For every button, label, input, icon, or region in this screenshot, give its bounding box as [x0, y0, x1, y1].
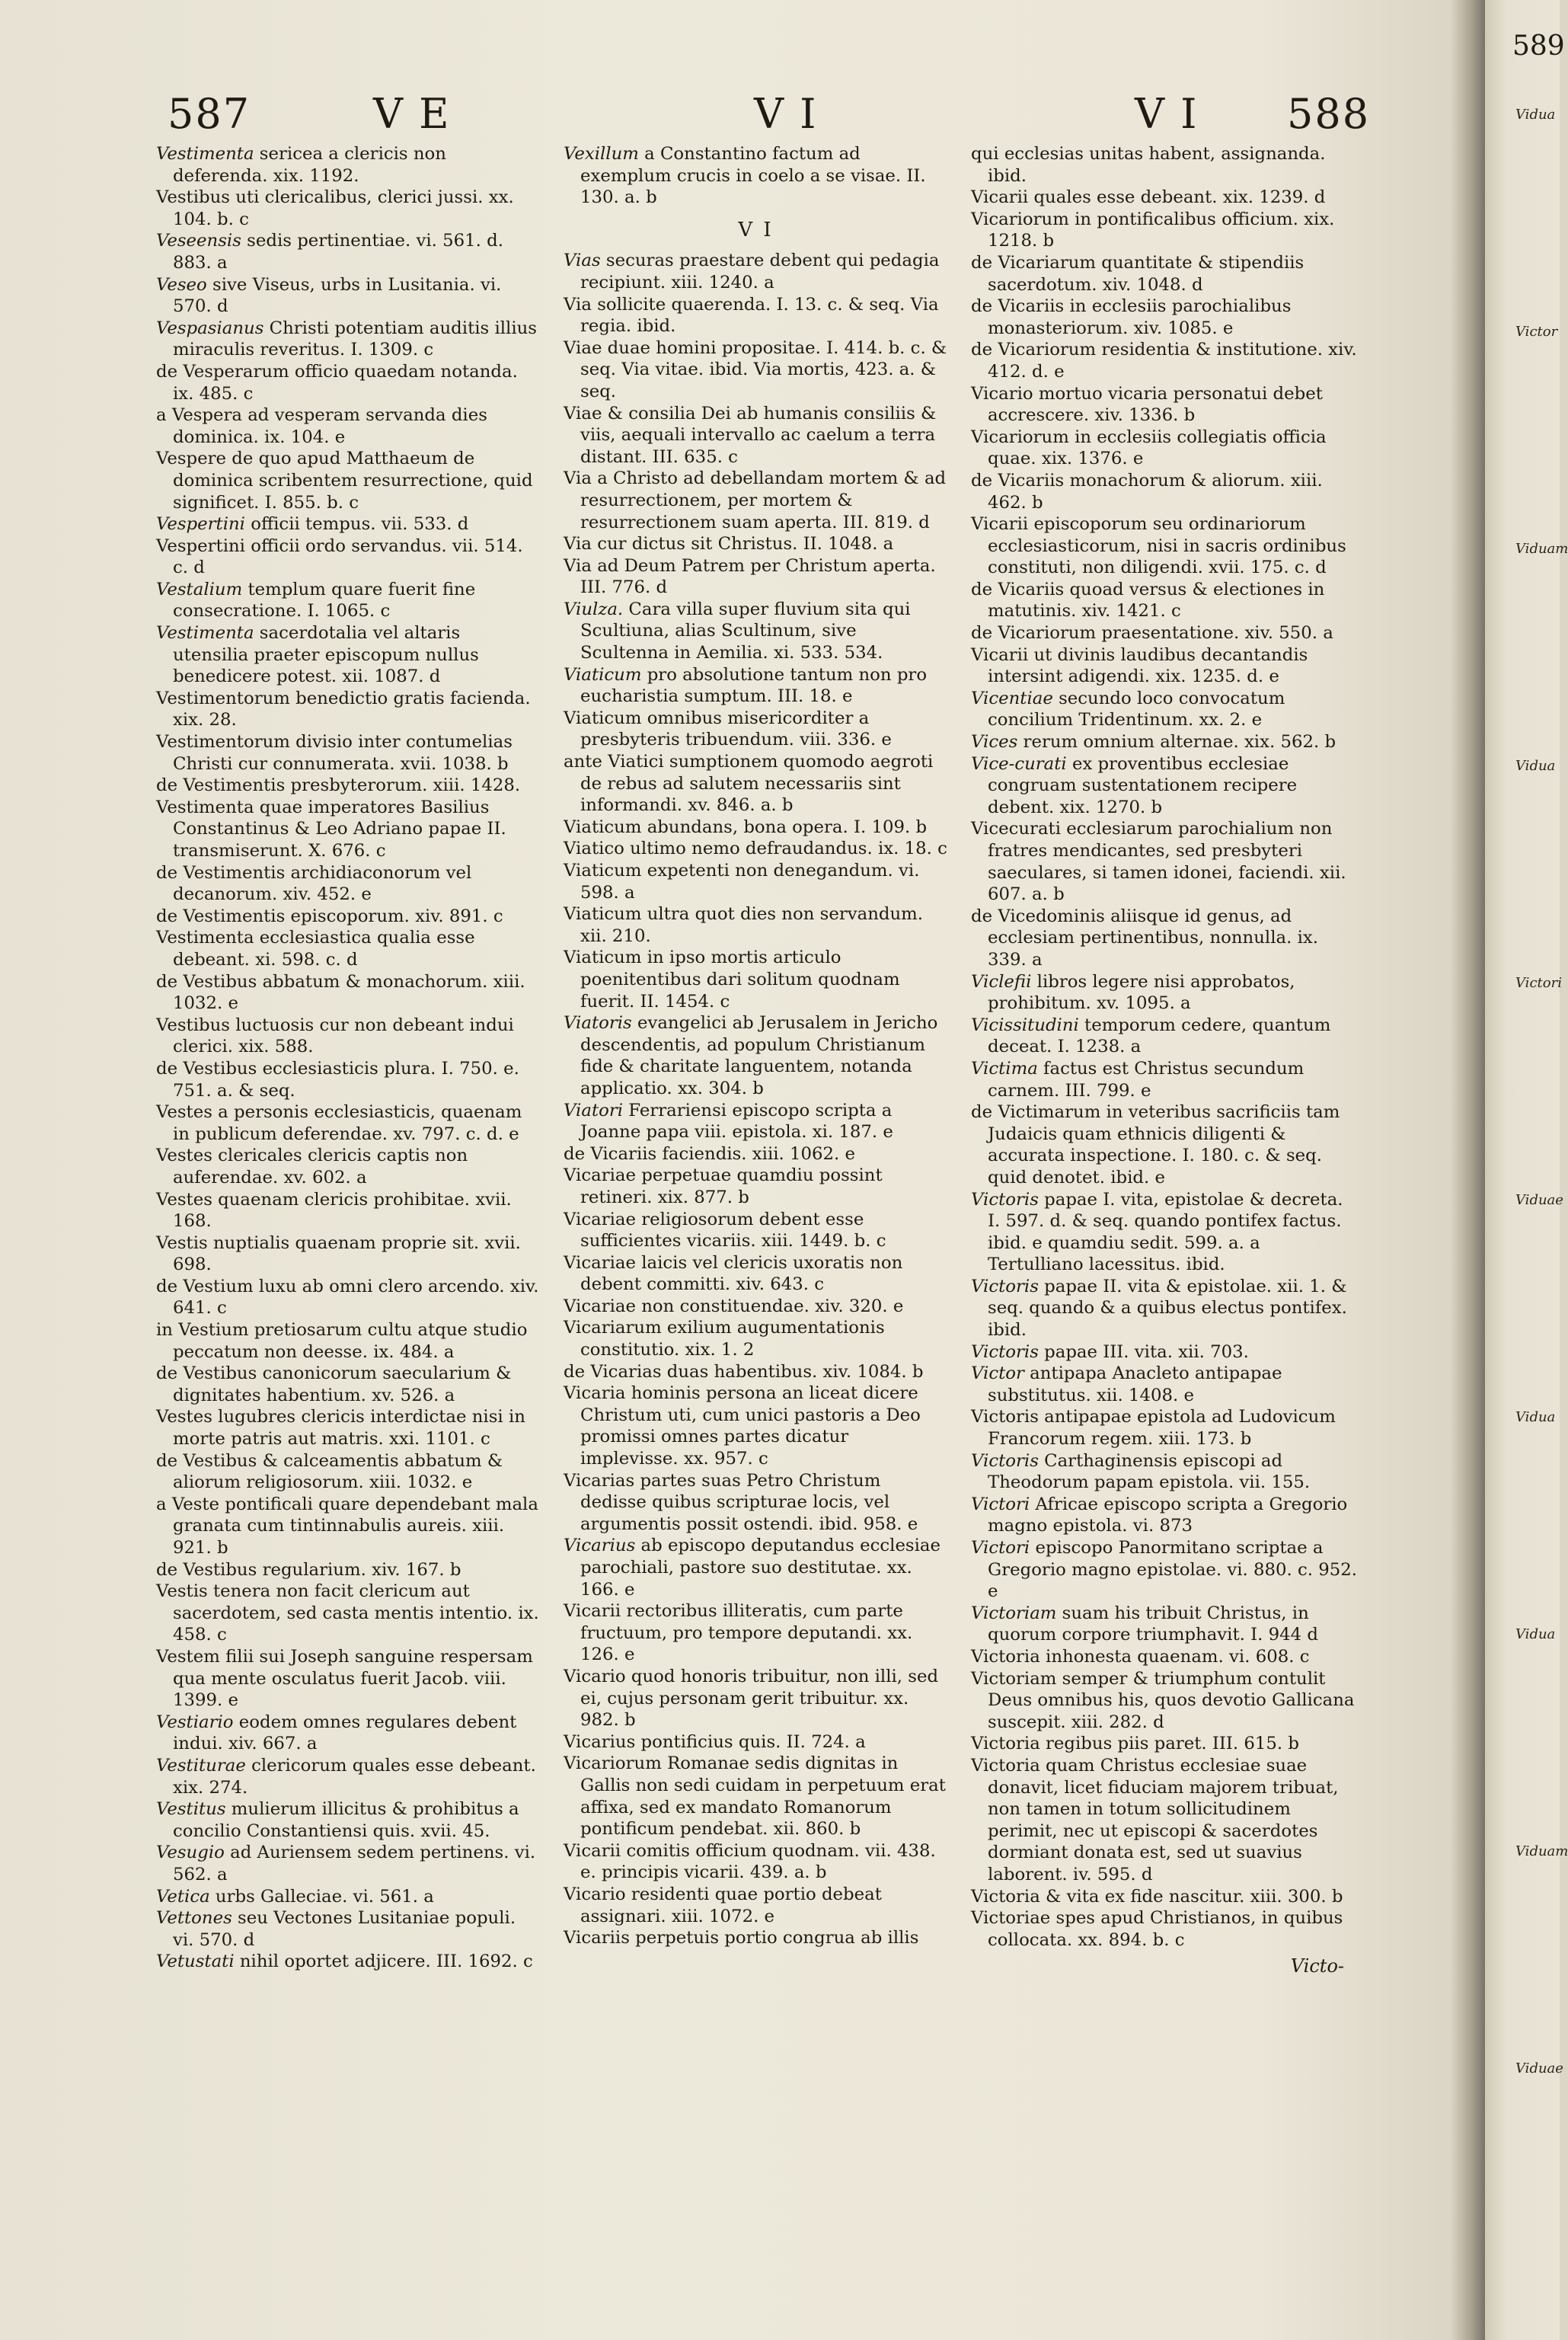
index-entry — [564, 708, 948, 751]
index-entry — [156, 775, 541, 797]
index-keyword: Viclefii — [971, 971, 1032, 992]
index-reference: a Veste pontificali quare dependebant mala granata cum tintinnabulis aureis. xiii. 921. b — [156, 1494, 538, 1558]
index-entry — [156, 1755, 541, 1798]
index-reference: Viae & consilia Dei ab humanis consiliis & viis, aequali intervallo ac caelum a terra distant. III. 635. c — [564, 403, 937, 467]
index-entry — [156, 1276, 541, 1319]
index-entry — [971, 753, 1359, 819]
index-keyword: Vexillum — [564, 144, 639, 164]
index-reference: Viaticum ultra quot dies non servandum. xii. 210. — [564, 904, 924, 946]
index-reference: Cara villa super fluvium sita qui Scultiuna, alias Scultinum, sive Scultenna in Aemilia. xi. 533. 534. — [580, 599, 911, 663]
index-entry — [971, 1646, 1359, 1668]
index-entry — [971, 252, 1359, 296]
index-entry — [156, 1842, 541, 1885]
index-keyword: Veseensis — [156, 231, 241, 251]
running-head-left: V E — [373, 90, 451, 138]
page-number-right: 588 — [1287, 90, 1371, 138]
index-entry — [156, 274, 541, 318]
index-reference: Vicariae non constituendae. xiv. 320. e — [564, 1296, 904, 1316]
index-entry — [971, 1537, 1359, 1603]
adjacent-page-text-stub: Victori — [1515, 975, 1562, 991]
index-entry — [564, 337, 948, 403]
index-reference: sericea a clericis non deferenda. xix. 1192. — [173, 144, 446, 186]
index-reference: Vestes lugubres clericis interdictae nisi in morte patris aut matris. xxi. 1101. c — [156, 1407, 525, 1450]
index-reference: Vicariorum in ecclesiis collegiatis officia quae. xix. 1376. e — [971, 427, 1327, 469]
index-reference: de Vicariarum quantitate & stipendiis sacerdotum. xiv. 1048. d — [971, 252, 1305, 295]
index-keyword: Vettones — [156, 1908, 232, 1929]
index-reference: Via sollicite quaerenda. I. 13. c. & seq. Via regia. ibid. — [564, 294, 939, 337]
index-entry — [971, 1015, 1359, 1058]
index-entry — [156, 927, 541, 970]
index-entry — [971, 688, 1359, 731]
index-entry — [971, 427, 1359, 470]
index-entry — [564, 947, 948, 1012]
index-keyword: Vicarius — [564, 1536, 636, 1556]
index-entry — [971, 1668, 1359, 1734]
index-reference: papae I. vita, epistolae & decreta. I. 597. d. & seq. quando pontifex factus. ibid. e quamdiu sedit. 599. a. a Tertulliano lacessitus. ibid. — [988, 1189, 1343, 1275]
index-entry — [564, 468, 948, 533]
index-reference: de Victimarum in veteribus sacrificiis tam Judaicis quam ethnicis diligenti & accurata inspectione. I. 180. c. & seq. quid denotet. ibid. e — [971, 1102, 1340, 1188]
index-reference: de Vicariis in ecclesiis parochialibus monasteriorum. xiv. 1085. e — [971, 296, 1292, 338]
index-reference: nihil oportet adjicere. III. 1692. c — [234, 1952, 533, 1972]
running-head-right: V I — [1135, 90, 1199, 138]
index-entry — [156, 1494, 541, 1559]
index-reference: urbs Galleciae. vi. 561. a — [209, 1886, 434, 1907]
adjacent-page-text-stub: Victor — [1515, 324, 1558, 340]
index-entry — [564, 903, 948, 947]
index-entry — [564, 1884, 948, 1927]
index-reference: Vestimenta ecclesiastica qualia esse debeant. xi. 598. c. d — [156, 928, 475, 970]
index-entry — [564, 1383, 948, 1469]
index-reference: Victoria inhonesta quaenam. vi. 608. c — [971, 1646, 1310, 1667]
index-keyword: Vetica — [156, 1886, 210, 1907]
index-reference: libros legere nisi approbatos, prohibitum. xv. 1095. a — [988, 971, 1295, 1014]
index-reference: Viae duae homini propositae. I. 414. b. c. & seq. Via vitae. ibid. Via mortis, 423. a. & seq. — [564, 337, 947, 401]
index-entry — [156, 1232, 541, 1276]
index-keyword: Veseo — [156, 274, 207, 295]
index-reference: templum quare fuerit fine consecratione. I. 1065. c — [173, 579, 476, 622]
index-keyword: Viaticum — [564, 664, 642, 685]
index-entry — [971, 1494, 1359, 1537]
index-entry — [156, 318, 541, 361]
index-reference: de Vestibus ecclesiasticis plura. I. 750. e. 751. a. & seq. — [156, 1058, 519, 1101]
index-reference: a Vespera ad vesperam servanda dies dominica. ix. 104. e — [156, 405, 487, 447]
index-entry — [971, 513, 1359, 579]
index-entry — [564, 533, 948, 555]
index-entry — [564, 1535, 948, 1600]
index-entry — [156, 971, 541, 1015]
index-reference: factus est Christus secundum carnem. III. 799. e — [988, 1058, 1305, 1101]
index-entry — [156, 1450, 541, 1494]
index-entry — [971, 1603, 1359, 1646]
index-entry — [971, 1907, 1359, 1951]
index-reference: clericorum quales esse debeant. xix. 274. — [173, 1755, 536, 1798]
index-reference: Victoria regibus piis paret. III. 615. b — [971, 1734, 1299, 1754]
index-entry — [564, 1012, 948, 1099]
index-reference: sacerdotalia vel altaris utensilia praeter episcopum nullus benedicere potest. xii. 1087. d — [173, 623, 479, 687]
index-keyword: Viatoris — [564, 1013, 632, 1034]
index-entry — [156, 1907, 541, 1951]
index-entry — [564, 1666, 948, 1731]
index-entry — [156, 1319, 541, 1363]
index-entry — [564, 860, 948, 903]
index-keyword: Vetustati — [156, 1952, 235, 1972]
index-entry — [156, 187, 541, 230]
index-reference: Vicariarum exilium augumentationis constitutio. xix. 1. 2 — [564, 1318, 885, 1360]
index-reference: Vespere de quo apud Matthaeum de dominica scribentem resurrectione, quid significet. I. 855. b. c — [156, 449, 533, 513]
index-entry — [971, 644, 1359, 688]
index-entry — [156, 404, 541, 448]
index-reference: evangelici ab Jerusalem in Jericho descendentis, ad populum Christianum fide & charitate languentem, notanda applicatio. xx. 304. b — [580, 1013, 938, 1098]
index-reference: Viaticum omnibus misericorditer a presbyteris tribuendum. viii. 336. e — [564, 708, 892, 750]
index-entry — [564, 1927, 948, 1949]
index-entry — [564, 664, 948, 708]
index-reference: Vicariae religiosorum debent esse sufficientes vicariis. xiii. 1449. b. c — [564, 1209, 886, 1252]
index-keyword: Vices — [971, 732, 1018, 753]
index-entry — [564, 1470, 948, 1536]
index-entry — [971, 622, 1359, 644]
index-entry — [971, 1733, 1359, 1755]
index-reference: Vicecurati ecclesiarum parochialium non fratres mendicantes, sed presbyteri saeculares, si tamen idonei, faciendi. xii. 607. a. b — [971, 819, 1346, 905]
index-reference: de Vicariis quoad versus & electiones in matutinis. xiv. 1421. c — [971, 579, 1325, 622]
index-reference: secundo loco convocatum concilium Tridentinum. xx. 2. e — [988, 688, 1285, 730]
index-entry — [156, 622, 541, 688]
adjacent-page-text-stub: Viduae — [1515, 1192, 1563, 1208]
index-entry — [971, 383, 1359, 427]
index-entry — [971, 971, 1359, 1015]
index-reference: Viaticum abundans, bona opera. I. 109. b — [564, 817, 928, 837]
index-reference: Via ad Deum Patrem per Christum aperta. III. 776. d — [564, 555, 936, 598]
index-reference: Vicario quod honoris tribuitur, non illi, sed ei, cujus personam gerit tribuitur. xx. 982. b — [564, 1666, 939, 1731]
index-keyword: Vice-curati — [971, 753, 1067, 774]
index-reference: ante Viatici sumptionem quomodo aegroti de rebus ad salutem necessariis sint informandi. xv. 846. a. b — [564, 752, 934, 816]
index-reference: a Constantino factum ad exemplum crucis in coelo a se visae. II. 130. a. b — [580, 144, 926, 208]
index-keyword: Victoris — [971, 1341, 1039, 1362]
index-entry — [156, 361, 541, 404]
adjacent-page-text-stub: Viduam — [1515, 1843, 1568, 1859]
index-keyword: Vestiturae — [156, 1755, 246, 1776]
index-entry — [564, 1165, 948, 1208]
index-reference: ex proventibus ecclesiae congruam sustentationem recipere debent. xix. 1270. b — [988, 753, 1298, 817]
adjacent-page-edge — [1485, 0, 1568, 2340]
index-keyword: Vicissitudini — [971, 1015, 1079, 1035]
index-entry — [156, 1101, 541, 1145]
index-entry — [564, 1100, 948, 1143]
adjacent-page-number: 589 — [1512, 30, 1565, 62]
index-entry — [971, 143, 1359, 187]
index-reference: Vestis nuptialis quaenam proprie sit. xvii. 698. — [156, 1232, 521, 1275]
index-entry — [971, 579, 1359, 622]
index-entry — [564, 294, 948, 337]
index-reference: eodem omnes regulares debent indui. xiv. 667. a — [173, 1712, 517, 1754]
index-reference: de Vicariis faciendis. xiii. 1062. e — [564, 1143, 856, 1164]
index-entry — [156, 1886, 541, 1908]
index-reference: de Vestibus canonicorum saecularium & dignitates habentium. xv. 526. a — [156, 1363, 512, 1405]
index-entry — [564, 1143, 948, 1165]
index-reference: Vestimenta quae imperatores Basilius Constantinus & Leo Adriano papae II. transmiserunt. X. 676. c — [156, 797, 506, 861]
adjacent-page-text-stub: Vidua — [1515, 1409, 1556, 1425]
index-keyword: Victima — [971, 1058, 1038, 1079]
index-reference: Vicario residenti quae portio debeat assignari. xiii. 1072. e — [564, 1884, 882, 1926]
index-reference: Vestes clericales clericis captis non auferendae. xv. 602. a — [156, 1146, 468, 1188]
index-reference: episcopo Panormitano scriptae a Gregorio magno epistolae. vi. 880. c. 952. e — [988, 1538, 1358, 1602]
index-entry — [564, 143, 948, 209]
index-reference: papae III. vita. xii. 703. — [1038, 1341, 1249, 1362]
index-reference: Vestimentorum divisio inter contumelias Christi cur connumerata. xvii. 1038. b — [156, 732, 513, 774]
index-entry — [971, 209, 1359, 252]
index-reference: temporum cedere, quantum deceat. I. 1238. a — [988, 1015, 1331, 1057]
index-reference: Vicarii comitis officium quodnam. vii. 438. e. principis vicarii. 439. a. b — [564, 1840, 936, 1883]
index-entry — [971, 1886, 1359, 1908]
index-reference: Vicariae perpetuae quamdiu possint retineri. xix. 877. b — [564, 1165, 883, 1207]
index-keyword: Vestimenta — [156, 623, 254, 644]
index-entry — [971, 470, 1359, 513]
index-entry — [564, 1317, 948, 1360]
index-entry — [156, 1646, 541, 1712]
index-reference: Vicaria hominis persona an liceat dicere Christum uti, cum unici pastoris a Deo promissi omnes partes dicatur implevisse. xx. 957. c — [564, 1383, 921, 1469]
index-entry — [156, 797, 541, 862]
index-reference: antipapa Anacleto antipapae substitutus. xii. 1408. e — [988, 1363, 1282, 1405]
index-reference: Ferrariensi episcopo scripta a Joanne papa viii. epistola. xi. 187. e — [580, 1100, 893, 1143]
index-reference: de Vestimentis archidiaconorum vel decanorum. xiv. 452. e — [156, 862, 472, 905]
page-number-left: 587 — [168, 90, 251, 138]
index-entry — [564, 555, 948, 599]
running-head-center: V I — [754, 90, 818, 138]
index-entry — [564, 1361, 948, 1383]
adjacent-page-text-stub: Viduae — [1515, 2060, 1563, 2076]
index-reference: Vestibus uti clericalibus, clerici jussi. xx. 104. b. c — [156, 187, 514, 229]
index-reference: mulierum illicitus & prohibitus a concilio Constantiensi quis. xvii. 45. — [173, 1799, 519, 1841]
index-keyword: Vestalium — [156, 579, 243, 599]
index-reference: Victoris antipapae epistola ad Ludovicum Francorum regem. xiii. 173. b — [971, 1407, 1336, 1450]
index-entry — [156, 1058, 541, 1101]
index-reference: securas praestare debent qui pedagia recipiunt. xiii. 1240. a — [580, 251, 940, 292]
index-keyword: Viulza. — [564, 599, 624, 619]
index-reference: Vicarii ut divinis laudibus decantandis intersint adigendi. xix. 1235. d. e — [971, 644, 1308, 687]
index-reference: Vicarii episcoporum seu ordinariorum ecclesiasticorum, nisi in sacris ordinibus constituti, non diligendi. xvii. 175. c. d — [971, 514, 1346, 578]
index-entry — [156, 1712, 541, 1755]
index-reference: de Vestimentis presbyterorum. xiii. 1428. — [156, 775, 521, 796]
index-entry — [564, 838, 948, 860]
index-reference: suam his tribuit Christus, in quorum corpore triumphavit. I. 944 d — [988, 1603, 1318, 1645]
index-reference: de Vestimentis episcoporum. xiv. 891. c — [156, 906, 503, 926]
index-entry — [564, 817, 948, 839]
index-reference: Vicariorum in pontificalibus officium. xix. 1218. b — [971, 209, 1335, 251]
index-entry — [971, 187, 1359, 209]
index-reference: Victoriae spes apud Christianos, in quibus collocata. xx. 894. b. c — [971, 1908, 1343, 1950]
index-entry — [564, 599, 948, 664]
adjacent-page-text-stub: Viduam — [1515, 541, 1568, 557]
index-entry — [564, 250, 948, 293]
index-keyword: Vestimenta — [156, 144, 254, 164]
index-reference: Vestis tenera non facit clericum aut sacerdotem, sed casta mentis intentio. ix. 458. c — [156, 1581, 539, 1645]
index-entry — [971, 906, 1359, 971]
index-reference: de Vicariis monachorum & aliorum. xiii. 462. b — [971, 470, 1323, 513]
index-reference: Vestibus luctuosis cur non debeant indui clerici. xix. 588. — [156, 1015, 514, 1057]
index-column-left — [156, 143, 541, 1973]
index-entry — [156, 230, 541, 273]
index-reference: pro absolutione tantum non pro eucharistia sumptum. III. 18. e — [580, 664, 928, 707]
index-reference: sive Viseus, urbs in Lusitania. vi. 570. d — [173, 274, 502, 317]
index-entry — [156, 513, 541, 535]
index-entry — [971, 1363, 1359, 1406]
index-reference: de Vicarias duas habentibus. xiv. 1084. b — [564, 1361, 924, 1382]
index-reference: Victoria & vita ex fide nascitur. xiii. 300. b — [971, 1886, 1343, 1907]
index-entry — [156, 1363, 541, 1406]
index-keyword: Vespasianus — [156, 318, 264, 338]
index-entry — [156, 688, 541, 731]
index-reference: Vicariis perpetuis portio congrua ab illis — [564, 1928, 919, 1948]
index-keyword: Viatori — [564, 1100, 624, 1120]
index-entry — [156, 1559, 541, 1581]
index-entry — [156, 535, 541, 579]
index-reference: Viatico ultimo nemo defraudandus. ix. 18. c — [564, 839, 947, 859]
index-reference: de Vestibus & calceamentis abbatum & aliorum religiosorum. xiii. 1032. e — [156, 1450, 503, 1493]
index-reference: de Vicedominis aliisque id genus, ad ecclesiam pertinentibus, nonnulla. ix. 339. a — [971, 906, 1318, 970]
adjacent-page-text-stub: Vidua — [1515, 758, 1556, 774]
index-entry — [156, 731, 541, 775]
index-reference: Victoriam semper & triumphum contulit Deus omnibus his, quos devotio Gallicana suscepit. xiii. 282. d — [971, 1668, 1355, 1732]
index-entry — [156, 1951, 541, 1973]
index-reference: de Vestium luxu ab omni clero arcendo. xiv. 641. c — [156, 1276, 539, 1319]
index-entry — [971, 731, 1359, 753]
index-keyword: Vias — [564, 251, 601, 271]
index-reference: Vicariae laicis vel clericis uxoratis non debent committi. xiv. 643. c — [564, 1252, 903, 1295]
index-entry — [156, 448, 541, 513]
index-reference: ab episcopo deputandus ecclesiae parochiali, pastore suo destitutae. xx. 166. e — [580, 1536, 941, 1600]
index-entry — [971, 1058, 1359, 1101]
index-reference: Via a Christo ad debellandam mortem & ad resurrectionem, per mortem & resurrectionem suam aperta. III. 819. d — [564, 468, 947, 532]
index-entry — [156, 1145, 541, 1188]
index-keyword: Victoris — [971, 1276, 1039, 1296]
index-column-right — [971, 143, 1359, 1977]
index-entry — [971, 1276, 1359, 1341]
index-reference: qui ecclesias unitas habent, assignanda. ibid. — [971, 144, 1326, 186]
index-entry — [971, 296, 1359, 339]
index-reference: Vicarii quales esse debeant. xix. 1239. d — [971, 187, 1326, 208]
index-keyword: Victori — [971, 1494, 1030, 1514]
index-reference: de Vesperarum officio quaedam notanda. ix. 485. c — [156, 361, 518, 404]
index-keyword: Victoris — [971, 1189, 1039, 1210]
index-entry — [971, 1101, 1359, 1188]
index-reference: Carthaginensis episcopi ad Theodorum papam epistola. vii. 155. — [988, 1450, 1311, 1493]
index-entry — [156, 1015, 541, 1058]
index-reference: rerum omnium alternae. xix. 562. b — [1017, 732, 1336, 753]
index-reference: Vestem filii sui Joseph sanguine respersam qua mente osculatus fuerit Jacob. viii. 1399. e — [156, 1646, 533, 1711]
index-reference: Via cur dictus sit Christus. II. 1048. a — [564, 534, 894, 555]
index-entry — [564, 1252, 948, 1296]
index-reference: papae II. vita & epistolae. xii. 1. & seq. quando & a quibus electus pontifex. ibid. — [988, 1276, 1347, 1341]
index-reference: sedis pertinentiae. vi. 561. d. 883. a — [173, 231, 504, 273]
index-entry — [564, 403, 948, 468]
index-reference: Vicarius pontificius quis. II. 724. a — [564, 1731, 866, 1752]
index-reference: de Vicariorum residentia & institutione. xiv. 412. d. e — [971, 340, 1357, 382]
index-reference: Vestes a personis ecclesiasticis, quaenam in publicum deferendae. xv. 797. c. d. e — [156, 1102, 522, 1144]
index-entry — [971, 1189, 1359, 1276]
index-entry — [156, 579, 541, 622]
index-entry — [564, 1209, 948, 1252]
index-reference: de Vestibus abbatum & monachorum. xiii. 1032. e — [156, 971, 525, 1014]
index-entry — [156, 143, 541, 187]
index-entry — [156, 1581, 541, 1646]
index-entry — [156, 1189, 541, 1232]
index-entry — [564, 1840, 948, 1884]
index-reference: de Vestibus regularium. xiv. 167. b — [156, 1559, 461, 1580]
index-reference: Vestes quaenam clericis prohibitae. xvii. 168. — [156, 1189, 512, 1232]
index-reference: de Vicariorum praesentatione. xiv. 550. a — [971, 623, 1333, 644]
index-keyword: Vespertini — [156, 514, 245, 535]
index-entry — [971, 1341, 1359, 1363]
index-entry — [971, 1755, 1359, 1886]
book-gutter-shadow — [1451, 0, 1485, 2340]
index-entry — [156, 1798, 541, 1842]
index-reference: ad Auriensem sedem pertinens. vi. 562. a — [173, 1843, 536, 1884]
index-keyword: Victoris — [971, 1450, 1039, 1471]
index-entry — [564, 1600, 948, 1666]
index-reference: in Vestium pretiosarum cultu atque studio peccatum non deesse. ix. 484. a — [156, 1320, 528, 1362]
index-reference: Africae episcopo scripta a Gregorio magno epistola. vi. 873 — [988, 1494, 1348, 1536]
index-reference: Vicarii rectoribus illiteratis, cum parte fructuum, pro tempore deputandi. xx. 126. e — [564, 1601, 913, 1665]
index-column-center — [564, 143, 948, 1949]
index-entry — [156, 862, 541, 906]
index-entry — [971, 1406, 1359, 1450]
index-reference: Vicariorum Romanae sedis dignitas in Gallis non sedi cuidam in perpetuum erat affixa, sed ex mandato Romanorum pontificum pendebat. xii. 860. b — [564, 1753, 946, 1840]
section-heading: V I — [738, 218, 774, 241]
index-entry — [564, 1296, 948, 1318]
index-entry — [156, 906, 541, 928]
index-keyword: Vestitus — [156, 1799, 226, 1820]
index-reference: Viaticum in ipso mortis articulo poenitentibus dari solitum quodnam fuerit. II. 1454. c — [564, 948, 900, 1012]
index-reference: officii tempus. vii. 533. d — [244, 514, 469, 535]
index-entry — [971, 1450, 1359, 1494]
index-keyword: Vicentiae — [971, 688, 1053, 708]
index-keyword: Vestiario — [156, 1712, 234, 1732]
index-keyword: Victoriam — [971, 1603, 1057, 1623]
index-reference: seu Vectones Lusitaniae populi. vi. 570. d — [173, 1908, 516, 1950]
index-entry — [564, 1731, 948, 1753]
index-reference: Vespertini officii ordo servandus. vii. 514. c. d — [156, 535, 523, 578]
index-entry — [564, 1753, 948, 1840]
index-reference: Vestimentorum benedictio gratis facienda. xix. 28. — [156, 688, 531, 730]
index-entry — [156, 1406, 541, 1450]
catchword: Victo- — [1290, 1955, 1344, 1977]
index-keyword: Victor — [971, 1363, 1024, 1384]
index-entry — [971, 339, 1359, 382]
index-reference: Vicario mortuo vicaria personatui debet accrescere. xiv. 1336. b — [971, 383, 1323, 426]
index-reference: Christi potentiam auditis illius miraculis reveritus. I. 1309. c — [173, 318, 538, 360]
index-reference: Viaticum expetenti non denegandum. vi. 598. a — [564, 861, 920, 903]
adjacent-page-text-stub: Vidua — [1515, 107, 1556, 123]
index-reference: Vicarias partes suas Petro Christum dedisse quibus scripturae locis, vel argumentis possit ostendi. ibid. 958. e — [564, 1470, 918, 1534]
adjacent-page-text-stub: Vidua — [1515, 1626, 1556, 1642]
index-keyword: Victori — [971, 1538, 1030, 1558]
index-entry — [971, 818, 1359, 905]
index-keyword: Vesugio — [156, 1843, 225, 1863]
index-entry — [564, 751, 948, 817]
index-reference: Victoria quam Christus ecclesiae suae donavit, licet fiduciam majorem tribuat, non tamen in totum sollicitudinem perimit, nec ut episcopi & sacerdotes dormiant donata est, sed ut suavius laborent. iv. 595. d — [971, 1755, 1339, 1884]
